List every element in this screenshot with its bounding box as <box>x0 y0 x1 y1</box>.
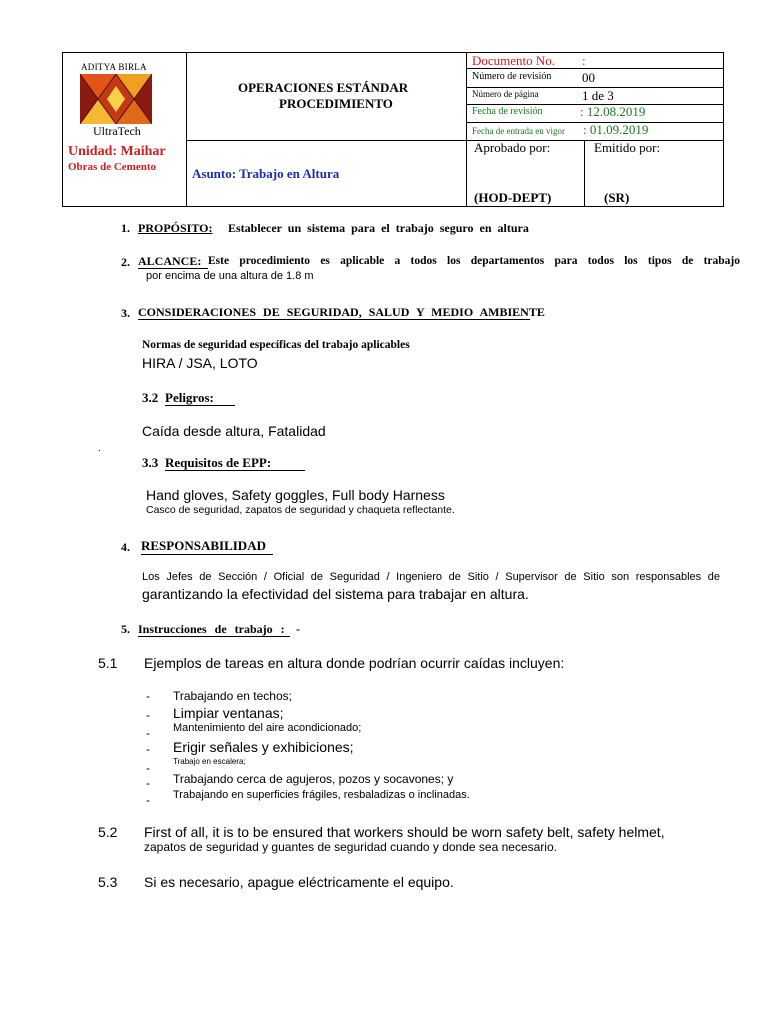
section-2-text: Este procedimiento es aplicable a todos los departamentos para todos los tipos de trabajo <box>208 255 740 267</box>
section-5-2-text-2: zapatos de seguridad y guantes de seguridad cuando y donde sea necesario. <box>144 840 557 854</box>
header-divider-signoff <box>584 140 585 207</box>
list-bullet: - <box>146 776 150 790</box>
rev-date-label: Fecha de revisión <box>472 106 543 117</box>
section-5-number: 5. <box>121 622 130 636</box>
section-4-number: 4. <box>121 540 130 554</box>
page-value: 1 de 3 <box>582 88 614 103</box>
stray-mark: . <box>98 443 101 454</box>
section-5-3-text: Si es necesario, apague eléctricamente el equipo. <box>144 874 454 890</box>
issued-value: (SR) <box>604 190 630 205</box>
rev-no-label: Número de revisión <box>472 71 552 82</box>
section-5-1-text: Ejemplos de tareas en altura donde podrían ocurrir caídas incluyen: <box>144 655 565 671</box>
page-label: Número de página <box>472 89 539 99</box>
section-4-text-2: garantizando la efectividad del sistema para trabajar en altura. <box>142 586 529 602</box>
list-item: Trabajando en techos; <box>173 689 292 703</box>
section-3-number: 3. <box>121 306 130 320</box>
brand-name: ADITYA BIRLA <box>81 62 147 72</box>
norms-label: Normas de seguridad específicas del trabajo aplicables <box>142 339 410 351</box>
section-3-title: CONSIDERACIONES DE SEGURIDAD, SALUD Y MEDIO AMBIENTE <box>138 305 545 319</box>
section-3-2-number: 3.2 <box>142 390 159 405</box>
list-bullet: - <box>146 708 150 722</box>
section-5-dash: - <box>296 622 300 636</box>
ppe-line-1: Hand gloves, Safety goggles, Full body Harness <box>146 487 445 503</box>
section-2-title: ALCANCE: <box>138 254 202 268</box>
approved-label: Aprobado por: <box>474 140 551 155</box>
eff-date-value: : 01.09.2019 <box>583 122 649 137</box>
unit-subtitle: Obras de Cemento <box>68 161 156 173</box>
section-5-3-number: 5.3 <box>98 874 118 890</box>
section-5-2-number: 5.2 <box>98 824 118 840</box>
section-1-title: PROPÓSITO: <box>138 221 213 235</box>
section-5-2-text-1: First of all, it is to be ensured that workers should be worn safety belt, safety helmet, <box>144 824 665 840</box>
section-4-text-1: Los Jefes de Sección / Oficial de Seguridad / Ingeniero de Sitio / Supervisor de Sitio son responsables de <box>142 571 720 583</box>
list-bullet: - <box>146 689 150 703</box>
list-item: Trabajo en escalera; <box>173 757 246 766</box>
section-5-title: Instrucciones de trabajo : <box>138 622 285 636</box>
section-5-1-number: 5.1 <box>98 655 118 671</box>
doc-no-label: Documento No. <box>472 53 556 68</box>
section-3-3-number: 3.3 <box>142 455 159 470</box>
unit-name: Unidad: Maihar <box>68 144 166 159</box>
list-bullet: - <box>146 793 150 807</box>
section-1-number: 1. <box>121 221 130 235</box>
eff-date-label: Fecha de entrada en vigor <box>472 126 565 136</box>
header-divider-logo <box>186 52 187 207</box>
list-item: Erigir señales y exhibiciones; <box>173 739 354 755</box>
subject: Asunto: Trabajo en Altura <box>192 166 340 181</box>
page-title-line1: OPERACIONES ESTÁNDAR <box>238 80 409 95</box>
list-item: Limpiar ventanas; <box>173 705 284 721</box>
page-title-line2: PROCEDIMIENTO <box>279 96 393 111</box>
list-bullet: - <box>146 761 150 775</box>
list-item: Trabajando en superficies frágiles, resbaladizas o inclinadas. <box>173 789 470 801</box>
header-divider-info <box>466 52 467 207</box>
section-2-number: 2. <box>121 255 130 269</box>
list-item: Trabajando cerca de agujeros, pozos y socavones; y <box>173 772 454 786</box>
approved-value: (HOD-DEPT) <box>474 190 552 205</box>
section-1-text: Establecer un sistema para el trabajo seguro en altura <box>228 221 529 235</box>
ppe-line-2: Casco de seguridad, zapatos de seguridad y chaqueta reflectante. <box>146 504 455 516</box>
list-bullet: - <box>146 726 150 740</box>
rev-date-value: : 12.08.2019 <box>580 104 646 119</box>
list-bullet: - <box>146 742 150 756</box>
logo-text: UltraTech <box>93 124 141 138</box>
norms-value: HIRA / JSA, LOTO <box>142 355 258 371</box>
section-2-text-cont: por encima de una altura de 1.8 m <box>146 270 314 282</box>
issued-label: Emitido por: <box>594 140 661 155</box>
rev-no-value: 00 <box>582 70 595 85</box>
section-3-2-text: Caída desde altura, Fatalidad <box>142 423 326 439</box>
doc-no-separator: : <box>582 53 586 68</box>
list-item: Mantenimiento del aire acondicionado; <box>173 722 362 734</box>
section-4-title: RESPONSABILIDAD <box>141 538 266 553</box>
section-3-3-title: Requisitos de EPP: <box>165 455 272 470</box>
section-3-2-title: Peligros: <box>165 390 214 405</box>
